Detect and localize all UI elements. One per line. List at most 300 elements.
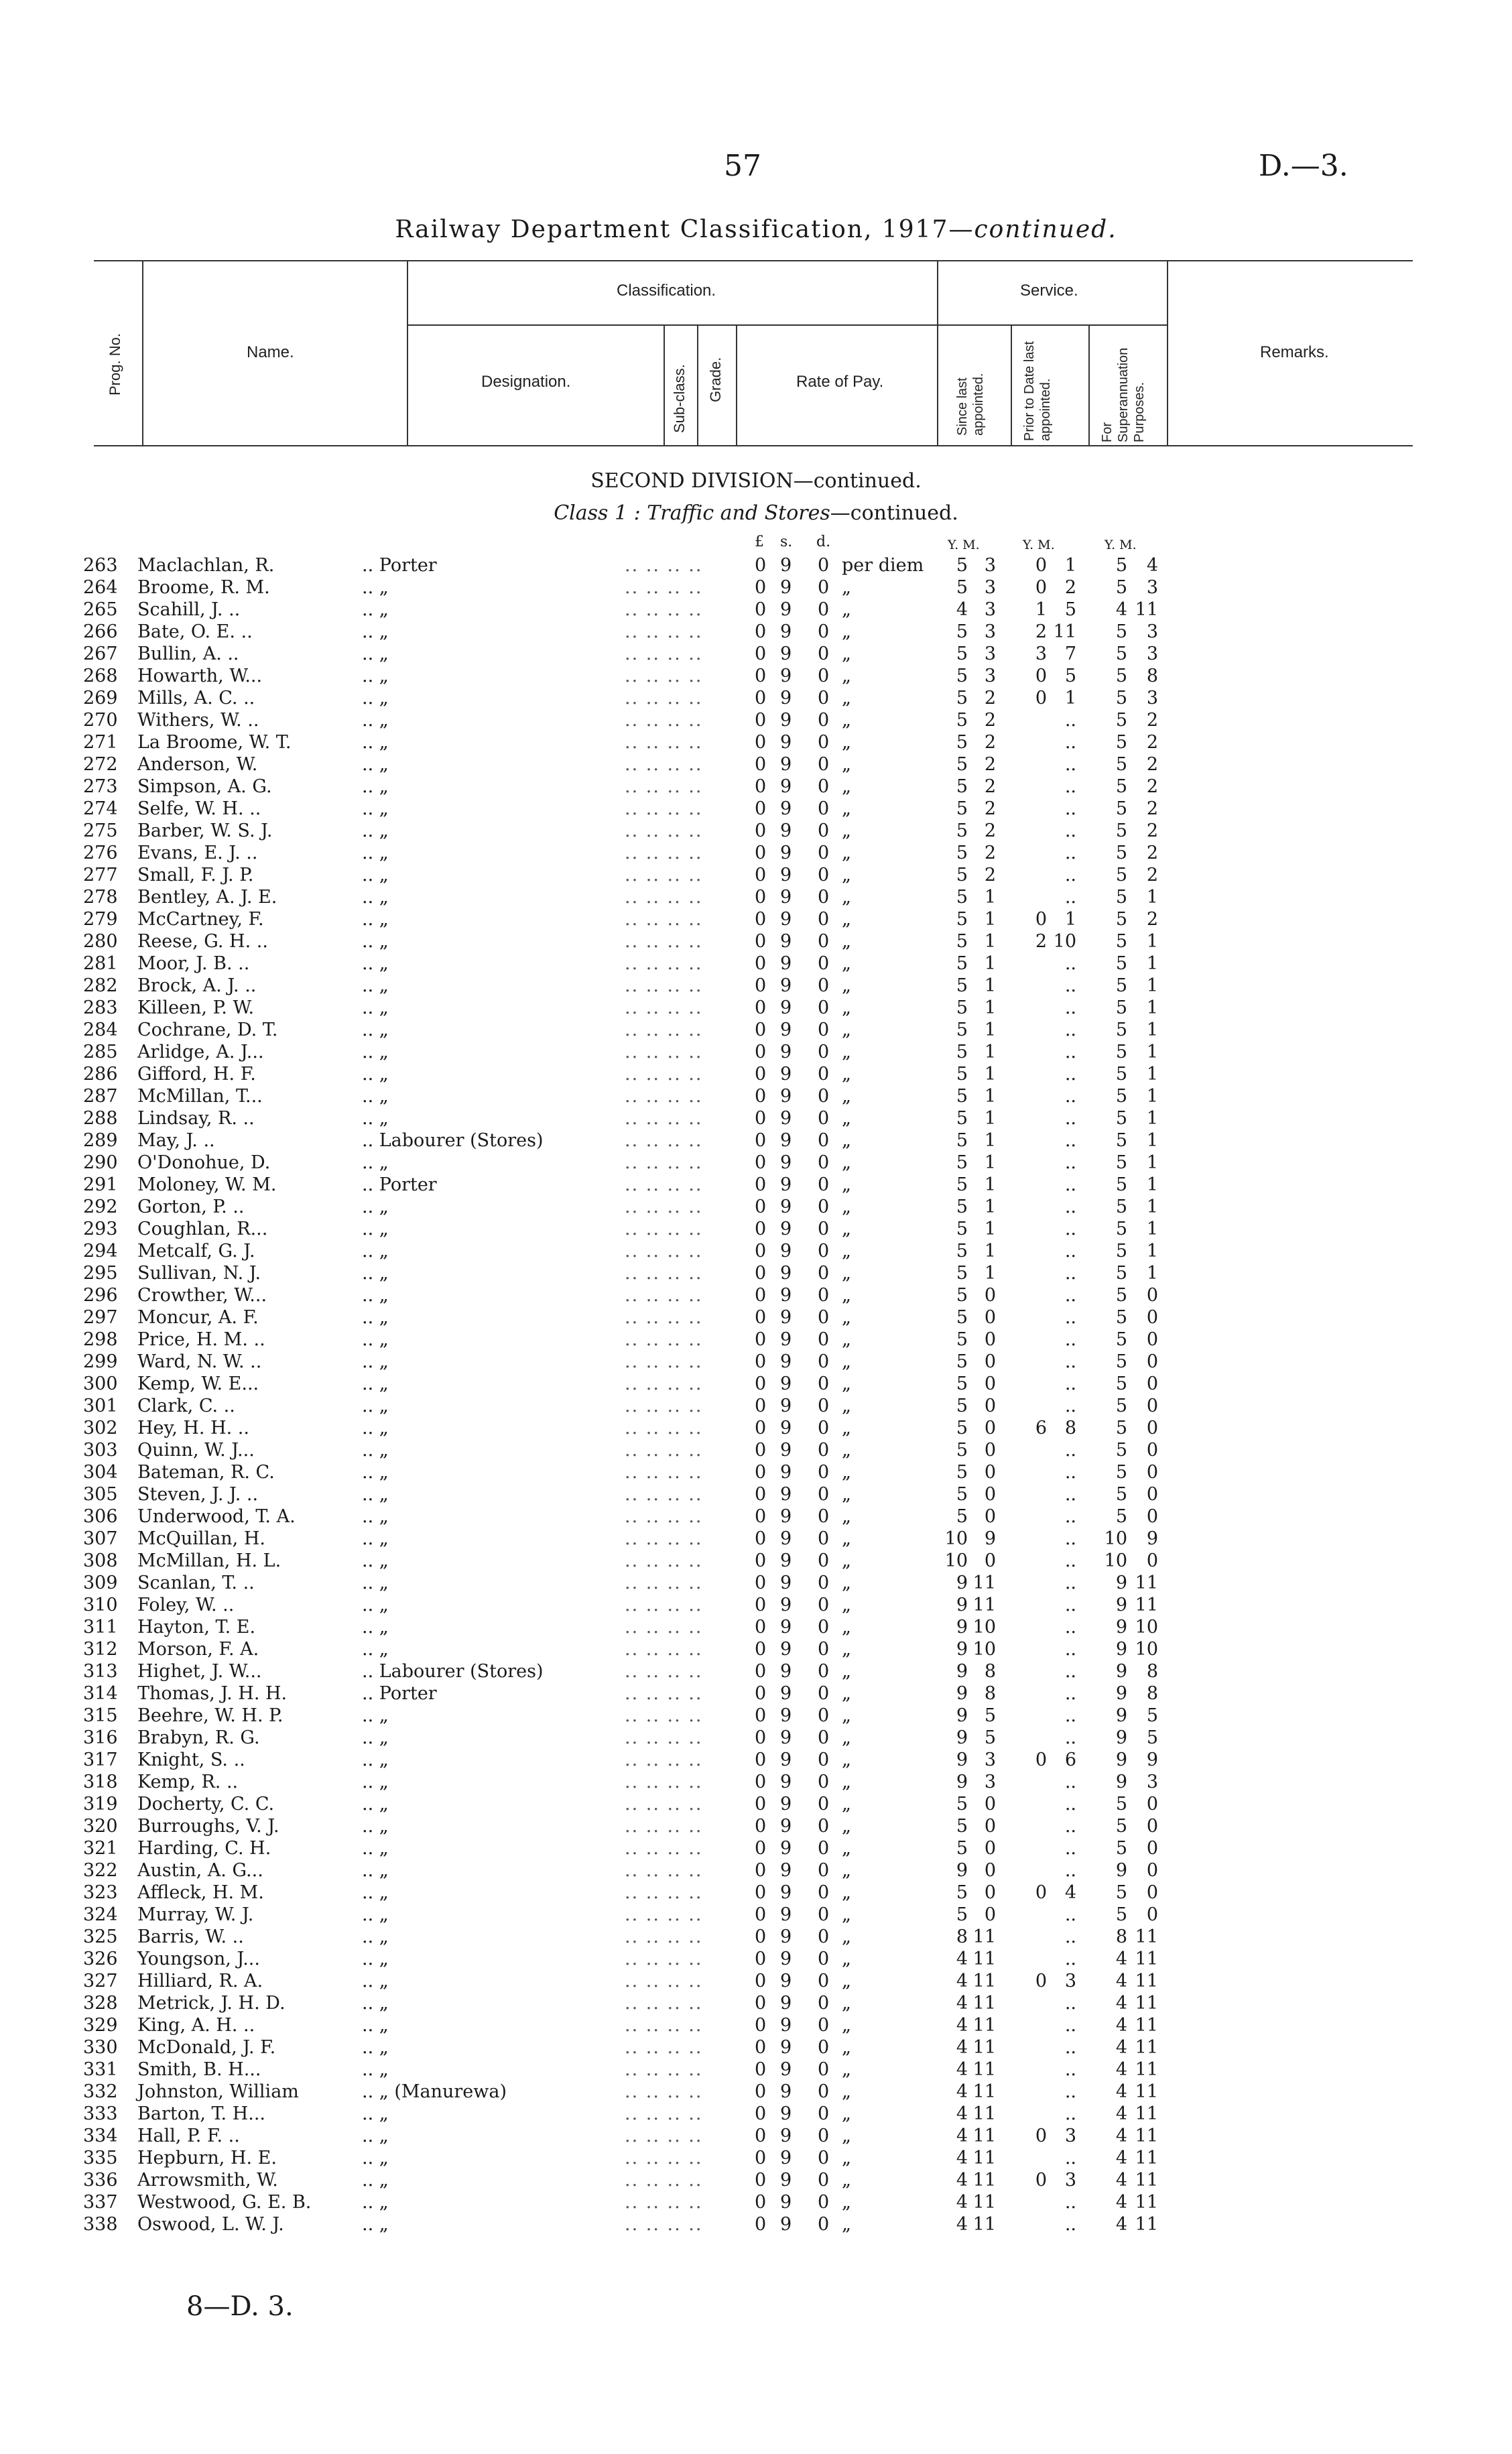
super-months: 11 (1135, 2081, 1158, 2102)
rate-pounds: 0 (755, 1418, 767, 1438)
staff-name: Anderson, W. (137, 754, 258, 775)
table-row (0, 1837, 1512, 1859)
rate-shillings: 9 (780, 1595, 792, 1615)
designation: .. „ (362, 909, 389, 930)
rate-unit: „ (842, 931, 851, 952)
rate-unit: „ (842, 1152, 851, 1173)
super-years: 9 (1115, 1705, 1127, 1726)
prog-no: 266 (83, 621, 118, 642)
since-months: 1 (984, 887, 996, 908)
designation: .. „ (362, 1329, 389, 1350)
prior-months: .. (1064, 1772, 1076, 1792)
leader-dots: .. .. .. .. (625, 953, 703, 974)
designation: .. „ (362, 1285, 389, 1306)
leader-dots: .. .. .. .. (625, 1727, 703, 1748)
staff-name: Ward, N. W. .. (137, 1351, 262, 1372)
rate-pence: 0 (818, 1727, 830, 1748)
since-months: 0 (984, 1794, 996, 1815)
page-footer: 8—D. 3. (186, 2291, 294, 2322)
prior-months: 5 (1064, 599, 1076, 620)
rate-pence: 0 (818, 754, 830, 775)
staff-name: Metcalf, G. J. (137, 1241, 255, 1262)
prior-to-label: Prior to Date last appointed. (1022, 341, 1053, 441)
rate-pence: 0 (818, 621, 830, 642)
section-division: SECOND DIVISION—continued. (590, 469, 922, 493)
rate-pence: 0 (818, 2037, 830, 2058)
table-row (0, 1373, 1512, 1395)
prior-months: 5 (1064, 666, 1076, 686)
since-months: 1 (984, 975, 996, 996)
rate-pence: 0 (818, 1993, 830, 2014)
rate-shillings: 9 (780, 577, 792, 598)
rate-pence: 0 (818, 1440, 830, 1461)
since-years: 5 (956, 1307, 968, 1328)
prior-months: .. (1064, 1219, 1076, 1239)
prior-months: 3 (1064, 2126, 1076, 2146)
prior-months: .. (1064, 1440, 1076, 1461)
super-years: 5 (1115, 843, 1127, 863)
since-years: 5 (956, 1086, 968, 1107)
staff-name: Barton, T. H... (137, 2103, 266, 2124)
designation: .. „ (362, 1396, 389, 1416)
prior-years: 0 (1035, 666, 1047, 686)
super-years: 9 (1115, 1573, 1127, 1593)
prog-no: 284 (83, 1020, 118, 1040)
prog-no: 298 (83, 1329, 118, 1350)
table-row (0, 798, 1512, 820)
rate-shillings: 9 (780, 1506, 792, 1527)
super-months: 0 (1146, 1396, 1158, 1416)
rate-unit: „ (842, 1705, 851, 1726)
since-years: 5 (956, 666, 968, 686)
super-months: 2 (1146, 820, 1158, 841)
leader-dots: .. .. .. .. (625, 555, 703, 576)
rate-unit: „ (842, 1086, 851, 1107)
unit-ym-prior: Y. M. (1023, 538, 1055, 552)
super-years: 5 (1115, 710, 1127, 731)
designation: .. „ (362, 1351, 389, 1372)
super-years: 5 (1115, 1152, 1127, 1173)
leader-dots: .. .. .. .. (625, 1904, 703, 1925)
leader-dots: .. .. .. .. (625, 1993, 703, 2014)
super-months: 1 (1146, 997, 1158, 1018)
prior-months: .. (1064, 1639, 1076, 1660)
rate-shillings: 9 (780, 1484, 792, 1505)
prog-no: 319 (83, 1794, 118, 1815)
rate-pounds: 0 (755, 1816, 767, 1837)
prior-months: .. (1064, 1285, 1076, 1306)
leader-dots: .. .. .. .. (625, 1550, 703, 1571)
super-years: 5 (1115, 1197, 1127, 1217)
since-months: 0 (984, 1329, 996, 1350)
prior-months: .. (1064, 1573, 1076, 1593)
designation: .. „ (362, 1860, 389, 1881)
staff-name: Clark, C. .. (137, 1396, 235, 1416)
since-years: 5 (956, 953, 968, 974)
staff-name: Sullivan, N. J. (137, 1263, 261, 1284)
leader-dots: .. .. .. .. (625, 1750, 703, 1770)
since-months: 2 (984, 865, 996, 885)
leader-dots: .. .. .. .. (625, 2170, 703, 2191)
leader-dots: .. .. .. .. (625, 1926, 703, 1947)
since-years: 5 (956, 710, 968, 731)
prior-months: .. (1064, 1086, 1076, 1107)
designation: .. „ (362, 1152, 389, 1173)
staff-name: Barris, W. .. (137, 1926, 244, 1947)
leader-dots: .. .. .. .. (625, 732, 703, 753)
prior-months: .. (1064, 1794, 1076, 1815)
leader-dots: .. .. .. .. (625, 1373, 703, 1394)
rate-shillings: 9 (780, 1573, 792, 1593)
leader-dots: .. .. .. .. (625, 754, 703, 775)
rate-unit: „ (842, 1661, 851, 1682)
since-months: 1 (984, 1064, 996, 1085)
since-years: 5 (956, 931, 968, 952)
since-years: 9 (956, 1639, 968, 1660)
since-months: 11 (972, 1926, 996, 1947)
class-suffix: —continued. (830, 501, 958, 525)
super-years: 5 (1115, 1020, 1127, 1040)
designation: .. „ (362, 666, 389, 686)
prog-no: 273 (83, 776, 118, 797)
rate-pounds: 0 (755, 1484, 767, 1505)
since-months: 3 (984, 1772, 996, 1792)
since-years: 5 (956, 776, 968, 797)
designation: .. „ (362, 1506, 389, 1527)
page-number: 57 (724, 149, 761, 183)
super-years: 5 (1115, 1373, 1127, 1394)
leader-dots: .. .. .. .. (625, 820, 703, 841)
rate-unit: „ (842, 1440, 851, 1461)
leader-dots: .. .. .. .. (625, 1860, 703, 1881)
designation: .. „ (362, 643, 389, 664)
class-name: Traffic and Stores (647, 501, 830, 525)
rate-pounds: 0 (755, 1130, 767, 1151)
super-years: 4 (1115, 2126, 1127, 2146)
super-years: 4 (1115, 2015, 1127, 2036)
super-months: 1 (1146, 1197, 1158, 1217)
super-years: 8 (1115, 1926, 1127, 1947)
rate-pence: 0 (818, 1573, 830, 1593)
classification-rule (407, 324, 1167, 326)
super-months: 3 (1146, 1772, 1158, 1792)
table-row (0, 1129, 1512, 1152)
designation: .. „ (362, 577, 389, 598)
staff-name: Hey, H. H. .. (137, 1418, 249, 1438)
designation: .. „ (362, 1993, 389, 2014)
prior-months: .. (1064, 1683, 1076, 1704)
designation: .. „ (362, 1573, 389, 1593)
rate-unit: „ (842, 2015, 851, 2036)
rate-shillings: 9 (780, 1152, 792, 1173)
super-months: 0 (1146, 1373, 1158, 1394)
super-months: 11 (1135, 1573, 1158, 1593)
prog-no: 293 (83, 1219, 118, 1239)
table-row (0, 1218, 1512, 1240)
rate-pence: 0 (818, 865, 830, 885)
since-months: 11 (972, 2059, 996, 2080)
super-months: 0 (1146, 1904, 1158, 1925)
since-years: 9 (956, 1683, 968, 1704)
rate-pence: 0 (818, 1462, 830, 1483)
rate-pounds: 0 (755, 1595, 767, 1615)
leader-dots: .. .. .. .. (625, 2103, 703, 2124)
designation: .. „ (362, 1219, 389, 1239)
since-years: 9 (956, 1750, 968, 1770)
header-designation: Designation. (481, 373, 571, 391)
prior-years: 0 (1035, 2170, 1047, 2191)
rate-unit: „ (842, 776, 851, 797)
since-months: 5 (984, 1705, 996, 1726)
super-years: 5 (1115, 555, 1127, 576)
super-months: 2 (1146, 909, 1158, 930)
leader-dots: .. .. .. .. (625, 621, 703, 642)
since-months: 0 (984, 1351, 996, 1372)
rate-pence: 0 (818, 577, 830, 598)
super-months: 2 (1146, 798, 1158, 819)
col-rule-7 (1011, 324, 1012, 445)
prior-years: 0 (1035, 1750, 1047, 1770)
since-years: 4 (956, 1949, 968, 1969)
designation: .. „ (362, 1926, 389, 1947)
rate-shillings: 9 (780, 1373, 792, 1394)
rate-shillings: 9 (780, 931, 792, 952)
super-months: 11 (1135, 2037, 1158, 2058)
since-months: 2 (984, 688, 996, 709)
designation: .. „ (362, 1617, 389, 1638)
rate-pounds: 0 (755, 1772, 767, 1792)
since-months: 1 (984, 997, 996, 1018)
rate-pence: 0 (818, 887, 830, 908)
rate-pence: 0 (818, 997, 830, 1018)
leader-dots: .. .. .. .. (625, 2059, 703, 2080)
col-rule-6 (937, 260, 938, 445)
super-years: 5 (1115, 1418, 1127, 1438)
prior-years: 0 (1035, 909, 1047, 930)
super-months: 11 (1135, 2103, 1158, 2124)
prog-no: 336 (83, 2170, 118, 2191)
staff-name: Bateman, R. C. (137, 1462, 275, 1483)
rate-shillings: 9 (780, 798, 792, 819)
prior-months: .. (1064, 1727, 1076, 1748)
since-years: 5 (956, 1174, 968, 1195)
staff-name: Beehre, W. H. P. (137, 1705, 284, 1726)
staff-name: Smith, B. H... (137, 2059, 261, 2080)
designation: .. „ (362, 776, 389, 797)
table-row (0, 687, 1512, 709)
since-years: 5 (956, 865, 968, 885)
designation: .. „ (362, 1418, 389, 1438)
designation: .. „ (362, 975, 389, 996)
super-months: 11 (1135, 1993, 1158, 2014)
rate-pence: 0 (818, 820, 830, 841)
designation: .. „ (362, 1020, 389, 1040)
rate-unit: „ (842, 1197, 851, 1217)
super-years: 4 (1115, 2081, 1127, 2102)
super-years: 5 (1115, 1506, 1127, 1527)
rate-unit: „ (842, 577, 851, 598)
super-months: 11 (1135, 2170, 1158, 2191)
table-row (0, 1439, 1512, 1461)
staff-name: Burroughs, V. J. (137, 1816, 279, 1837)
prior-months: .. (1064, 1263, 1076, 1284)
staff-name: Steven, J. J. .. (137, 1484, 259, 1505)
table-row (0, 864, 1512, 886)
table-row (0, 621, 1512, 643)
staff-name: Quinn, W. J... (137, 1440, 255, 1461)
prog-no: 275 (83, 820, 118, 841)
super-months: 11 (1135, 599, 1158, 620)
designation: .. „ (362, 2148, 389, 2168)
super-years: 5 (1115, 1219, 1127, 1239)
prior-years: 3 (1035, 643, 1047, 664)
rate-shillings: 9 (780, 1263, 792, 1284)
super-months: 11 (1135, 2214, 1158, 2235)
staff-name: Cochrane, D. T. (137, 1020, 278, 1040)
designation: .. „ (362, 2037, 389, 2058)
table-row (0, 1417, 1512, 1439)
rate-pence: 0 (818, 1241, 830, 1262)
table-row (0, 776, 1512, 798)
super-months: 1 (1146, 1152, 1158, 1173)
rate-pence: 0 (818, 1263, 830, 1284)
designation: .. „ (362, 865, 389, 885)
since-years: 5 (956, 1152, 968, 1173)
rate-unit: „ (842, 1418, 851, 1438)
designation: .. „ (362, 843, 389, 863)
table-row (0, 576, 1512, 599)
rate-pounds: 0 (755, 1462, 767, 1483)
leader-dots: .. .. .. .. (625, 2015, 703, 2036)
staff-name: Maclachlan, R. (137, 555, 275, 576)
rate-pounds: 0 (755, 1064, 767, 1085)
rate-pence: 0 (818, 1683, 830, 1704)
rate-unit: „ (842, 1307, 851, 1328)
prior-months: .. (1064, 843, 1076, 863)
designation: .. „ (362, 1639, 389, 1660)
since-months: 0 (984, 1550, 996, 1571)
since-years: 5 (956, 1329, 968, 1350)
super-months: 3 (1146, 621, 1158, 642)
super-months: 11 (1135, 1595, 1158, 1615)
prior-months: .. (1064, 1705, 1076, 1726)
rate-pounds: 0 (755, 643, 767, 664)
prog-no: 320 (83, 1816, 118, 1837)
rate-pounds: 0 (755, 1351, 767, 1372)
super-months: 2 (1146, 865, 1158, 885)
prior-months: 10 (1053, 931, 1076, 952)
since-years: 5 (956, 820, 968, 841)
prog-no: 294 (83, 1241, 118, 1262)
since-years: 5 (956, 843, 968, 863)
leader-dots: .. .. .. .. (625, 887, 703, 908)
rate-unit: „ (842, 1772, 851, 1792)
rate-shillings: 9 (780, 2126, 792, 2146)
leader-dots: .. .. .. .. (625, 688, 703, 709)
table-row (0, 2014, 1512, 2036)
since-months: 11 (972, 2103, 996, 2124)
since-months: 1 (984, 1263, 996, 1284)
table-row (0, 2103, 1512, 2125)
since-years: 5 (956, 1219, 968, 1239)
designation: .. „ (362, 2015, 389, 2036)
staff-name: Crowther, W... (137, 1285, 267, 1306)
since-years: 9 (956, 1573, 968, 1593)
rate-unit: „ (842, 1351, 851, 1372)
super-months: 1 (1146, 1086, 1158, 1107)
table-row (0, 975, 1512, 997)
prog-no: 306 (83, 1506, 118, 1527)
for-super-label: For Superannuation Purposes. (1100, 347, 1147, 442)
staff-name: Barber, W. S. J. (137, 820, 273, 841)
super-months: 1 (1146, 953, 1158, 974)
prog-no: 318 (83, 1772, 118, 1792)
since-months: 10 (972, 1617, 996, 1638)
rate-pounds: 0 (755, 1174, 767, 1195)
staff-name: Lindsay, R. .. (137, 1108, 255, 1129)
table-row (0, 1528, 1512, 1550)
header-bottom-rule (94, 445, 1413, 446)
prog-no: 315 (83, 1705, 118, 1726)
rate-pence: 0 (818, 666, 830, 686)
rate-unit: „ (842, 1816, 851, 1837)
header-classification: Classification. (617, 282, 716, 300)
prog-no: 328 (83, 1993, 118, 2014)
rate-pence: 0 (818, 1484, 830, 1505)
staff-name: Foley, W. .. (137, 1595, 235, 1615)
leader-dots: .. .. .. .. (625, 1705, 703, 1726)
staff-name: Price, H. M. .. (137, 1329, 265, 1350)
col-rule-8 (1088, 324, 1090, 445)
since-years: 4 (956, 1971, 968, 1991)
prior-months: 4 (1064, 1882, 1076, 1903)
table-row (0, 1041, 1512, 1063)
rate-unit: „ (842, 2081, 851, 2102)
designation: .. „ (362, 1064, 389, 1085)
since-months: 11 (972, 2192, 996, 2213)
since-years: 5 (956, 975, 968, 996)
prog-no: 330 (83, 2037, 118, 2058)
prior-years: 6 (1035, 1418, 1047, 1438)
since-years: 5 (956, 1794, 968, 1815)
table-row (0, 1174, 1512, 1196)
unit-ym-super: Y. M. (1105, 538, 1137, 552)
leader-dots: .. .. .. .. (625, 1241, 703, 1262)
staff-table-body (0, 554, 1512, 2235)
rate-shillings: 9 (780, 1971, 792, 1991)
table-row (0, 1638, 1512, 1660)
prior-years: 0 (1035, 555, 1047, 576)
staff-name: Killeen, P. W. (137, 997, 255, 1018)
rate-unit: „ (842, 1882, 851, 1903)
since-months: 3 (984, 599, 996, 620)
super-years: 4 (1115, 2059, 1127, 2080)
prior-months: .. (1064, 1197, 1076, 1217)
table-row (0, 1904, 1512, 1926)
leader-dots: .. .. .. .. (625, 1506, 703, 1527)
super-months: 0 (1146, 1329, 1158, 1350)
super-years: 10 (1104, 1550, 1127, 1571)
since-months: 11 (972, 2126, 996, 2146)
rate-shillings: 9 (780, 599, 792, 620)
designation: .. „ (362, 621, 389, 642)
rate-shillings: 9 (780, 1351, 792, 1372)
super-years: 5 (1115, 1130, 1127, 1151)
header-name: Name. (247, 343, 294, 361)
designation: .. Labourer (Stores) (362, 1661, 544, 1682)
since-years: 4 (956, 2081, 968, 2102)
rate-unit: „ (842, 1727, 851, 1748)
